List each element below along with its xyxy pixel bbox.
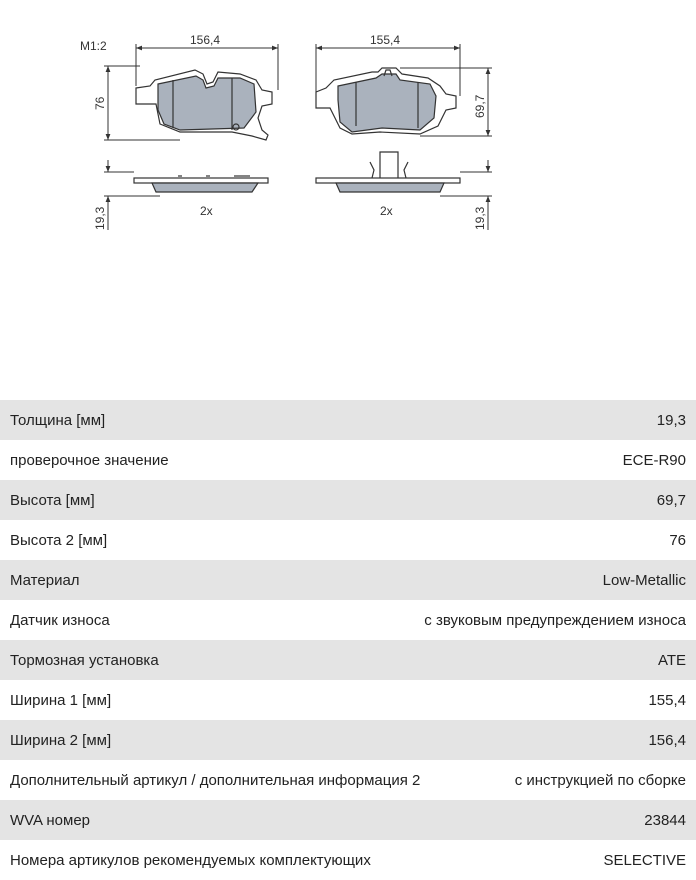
spec-label: Ширина 2 [мм]: [10, 731, 112, 749]
left-thickness-dimension: [104, 160, 160, 230]
spec-label: Высота 2 [мм]: [10, 531, 108, 549]
spec-value: 23844: [644, 811, 686, 829]
spec-label: Материал: [10, 571, 80, 589]
spec-row-brake-system: [0, 640, 696, 680]
spec-row-height-2: [0, 520, 696, 560]
spec-value: с звуковым предупреждением износа: [424, 611, 686, 629]
spec-row-height: [0, 480, 696, 520]
spec-label: Дополнительный артикул / дополнительная информация 2: [10, 771, 421, 789]
right-pad-side-view: [316, 152, 460, 192]
right-height-label: 69,7: [473, 94, 487, 118]
left-pad-front-view: [136, 70, 272, 140]
spec-row-additional-info: [0, 760, 696, 800]
spec-value: 69,7: [656, 491, 686, 509]
right-width-label: 155,4: [370, 33, 401, 47]
spec-row-wear-sensor: [0, 600, 696, 640]
scale-label: M1:2: [80, 39, 107, 53]
spec-value: ECE-R90: [622, 451, 686, 469]
right-pad-front-view: [316, 68, 456, 134]
spec-value: 155,4: [648, 691, 686, 709]
spec-table: [0, 400, 696, 880]
right-count-label: 2x: [380, 204, 393, 218]
spec-row-test-value: [0, 440, 696, 480]
spec-row-width-2: [0, 720, 696, 760]
left-width-label: 156,4: [190, 33, 221, 47]
spec-row-wva-number: [0, 800, 696, 840]
brake-pad-drawing: [0, 0, 696, 400]
spec-value: ATE: [657, 651, 686, 669]
spec-label: Номера артикулов рекомендуемых комплектующих: [10, 851, 371, 869]
spec-value: 156,4: [648, 731, 686, 749]
spec-label: WVA номер: [10, 811, 91, 829]
spec-label: Датчик износа: [10, 611, 110, 629]
spec-value: 76: [669, 531, 686, 549]
spec-label: Тормозная установка: [10, 651, 159, 669]
spec-value: Low-Metallic: [602, 571, 686, 589]
spec-label: Ширина 1 [мм]: [10, 691, 112, 709]
right-thickness-label: 19,3: [473, 206, 487, 230]
spec-row-material: [0, 560, 696, 600]
spec-value: 19,3: [656, 411, 686, 429]
spec-value: с инструкцией по сборке: [514, 771, 686, 789]
left-height-label: 76: [93, 96, 107, 110]
spec-label: Толщина [мм]: [10, 411, 106, 429]
left-count-label: 2x: [200, 204, 213, 218]
spec-label: проверочное значение: [10, 451, 169, 469]
spec-row-width-1: [0, 680, 696, 720]
spec-row-recommended-parts: [0, 840, 696, 880]
left-pad-side-view: [134, 176, 268, 192]
spec-row-thickness: [0, 400, 696, 440]
left-thickness-label: 19,3: [93, 206, 107, 230]
spec-value: SELECTIVE: [603, 851, 686, 869]
spec-label: Высота [мм]: [10, 491, 95, 509]
